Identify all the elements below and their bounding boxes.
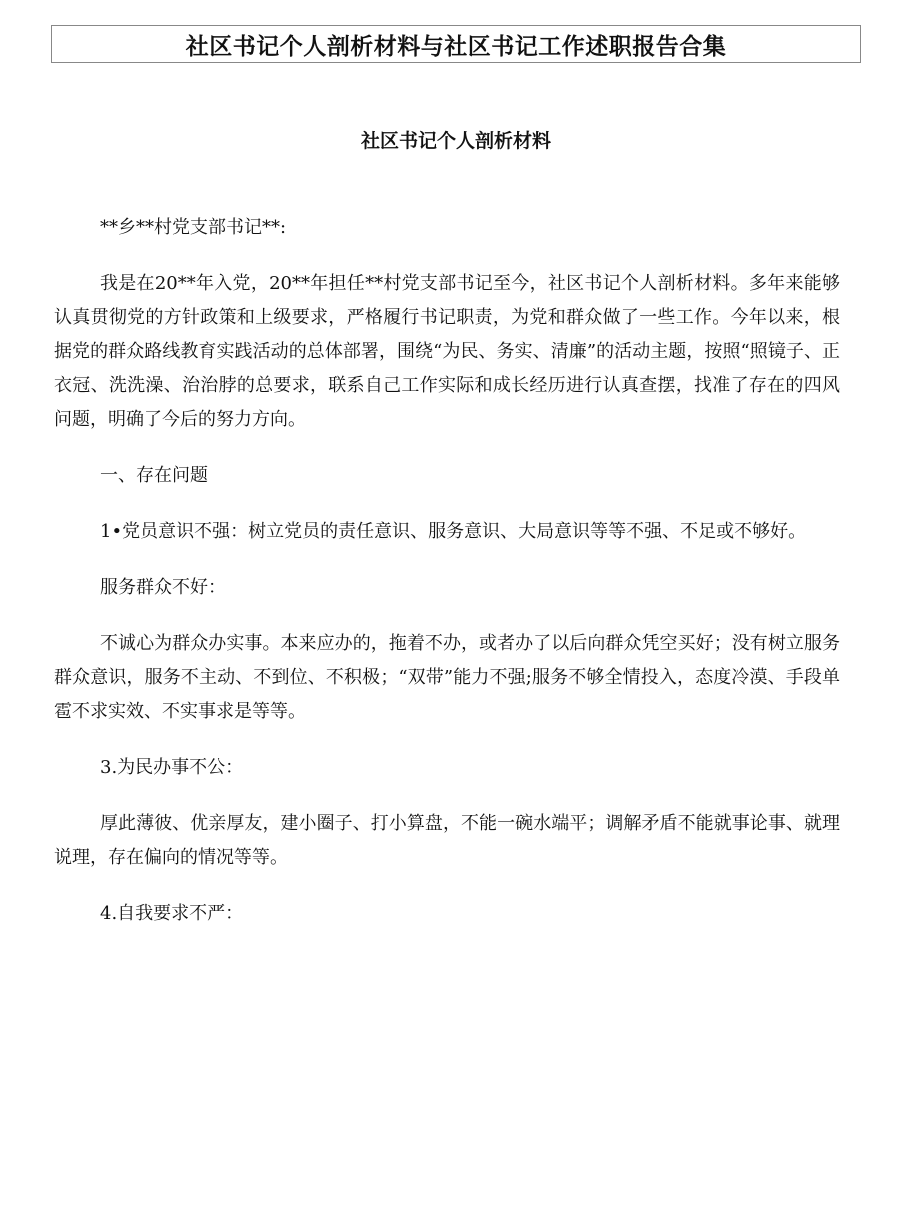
subheading-item-4: 4.自我要求不严： bbox=[100, 903, 244, 924]
header-title: 社区书记个人剖析材料与社区书记工作述职报告合集 bbox=[185, 33, 727, 60]
document-header-box bbox=[51, 25, 861, 63]
document-body bbox=[54, 211, 840, 953]
section-heading-problems: 一、存在问题 bbox=[100, 465, 208, 486]
paragraph-item-3: 厚此薄彼、优亲厚友，建小圈子、打小算盘，不能一碗水端平；调解矛盾不能就事论事、就理说理，存在偏向的情况等等。 bbox=[54, 813, 840, 868]
paragraph-intro: 我是在20**年入党，20**年担任**村党支部书记至今，社区书记个人剖析材料。多年来能够认真贯彻党的方针政策和上级要求，严格履行书记职责，为党和群众做了一些工作。今年以来，根据党的群众路线教育实践活动的总体部署，围绕“为民、务实、清廉”的活动主题，按照“照镜子、正衣冠、洗洗澡、治治脖的总要求，联系自己工作实际和成长经历进行认真查摆，找准了存在的四风问题，明确了今后的努力方向。 bbox=[54, 273, 840, 430]
document-title: 社区书记个人剖析材料 bbox=[360, 130, 551, 152]
paragraph-item-1: 1•党员意识不强：树立党员的责任意识、服务意识、大局意识等等不强、不足或不够好。 bbox=[100, 521, 807, 542]
paragraph-salutation: **乡**村党支部书记**: bbox=[100, 217, 287, 238]
subheading-serve-masses: 服务群众不好： bbox=[100, 577, 226, 598]
paragraph-serve-masses: 不诚心为群众办实事。本来应办的，拖着不办，或者办了以后向群众凭空买好；没有树立服务群众意识，服务不主动、不到位、不积极；“双带”能力不强;服务不够全情投入，态度冷漠、手段单雹不求实效、不实事求是等等。 bbox=[54, 633, 840, 722]
subheading-item-3: 3.为民办事不公： bbox=[100, 757, 244, 778]
